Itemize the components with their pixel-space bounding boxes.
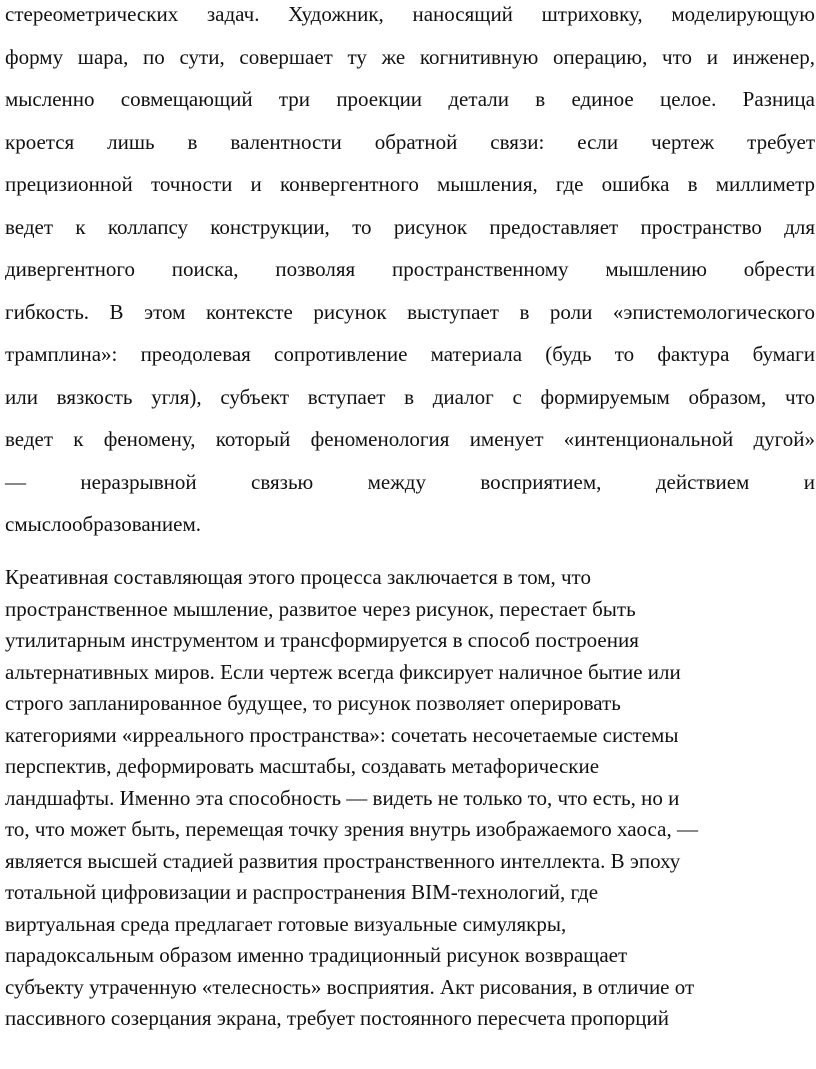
text-line: кроется лишь в валентности обратной связи: если чертеж требует xyxy=(5,129,815,154)
text-line: дивергентного поиска, позволяя пространственному мышлению обрести xyxy=(5,257,815,281)
text-line: строго запланированное будущее, то рисунок позволяет оперировать xyxy=(5,691,621,715)
text-line: категориями «ирреального пространства»: сочетать несочетаемые системы xyxy=(5,722,679,747)
text-line: ландшафты. Именно эта способность — видеть не только то, что есть, но и xyxy=(5,785,680,810)
paragraph-left-aligned xyxy=(5,563,815,1036)
text-line: альтернативных миров. Если чертеж всегда фиксирует наличное бытие или xyxy=(5,659,681,684)
text-line: форму шара, по сути, совершает ту же когнитивную операцию, что и инженер, xyxy=(5,44,815,69)
text-line: является высшей стадией развития пространственного интеллекта. В эпоху xyxy=(5,848,681,873)
text-line: ведет к феномену, который феноменология именует «интенциональной дугой» xyxy=(5,427,815,451)
text-line: смыслообразованием. xyxy=(5,512,201,536)
paragraph-justified xyxy=(5,0,815,553)
text-line: то, что может быть, перемещая точку зрения внутрь изображаемого хаоса, — xyxy=(5,817,698,841)
text-line: Креативная составляющая этого процесса заключается в том, что xyxy=(5,565,591,589)
text-line: прецизионной точности и конвергентного мышления, где ошибка в миллиметр xyxy=(5,172,815,196)
text-line: гибкость. В этом контексте рисунок выступает в роли «эпистемологического xyxy=(5,299,815,324)
text-line: тотальной цифровизации и распространения BIM-технологий, где xyxy=(5,880,599,904)
text-line: виртуальная среда предлагает готовые визуальные симулякры, xyxy=(5,911,567,936)
text-line: пространственное мышление, развитое через рисунок, перестает быть xyxy=(5,596,636,621)
text-line: пассивного созерцания экрана, требует постоянного пересчета пропорций xyxy=(5,1006,669,1030)
text-line: утилитарным инструментом и трансформируется в способ построения xyxy=(5,628,639,652)
text-line: или вязкость угля), субъект вступает в диалог с формируемым образом, что xyxy=(5,384,815,409)
text-line: субъекту утраченную «телесность» восприятия. Акт рисования, в отличие от xyxy=(5,974,695,999)
text-line: ведет к коллапсу конструкции, то рисунок предоставляет пространство для xyxy=(5,214,815,239)
text-line: трамплина»: преодолевая сопротивление материала (будь то фактура бумаги xyxy=(5,342,815,366)
text-line: — неразрывной связью между восприятием, действием и xyxy=(5,469,815,494)
text-line: стереометрических задач. Художник, наносящий штриховку, моделирующую xyxy=(5,2,815,26)
text-line: парадоксальным образом именно традиционный рисунок возвращает xyxy=(5,943,628,967)
text-line: перспектив, деформировать масштабы, создавать метафорические xyxy=(5,754,600,778)
text-line: мысленно совмещающий три проекции детали в единое целое. Разница xyxy=(5,87,815,111)
